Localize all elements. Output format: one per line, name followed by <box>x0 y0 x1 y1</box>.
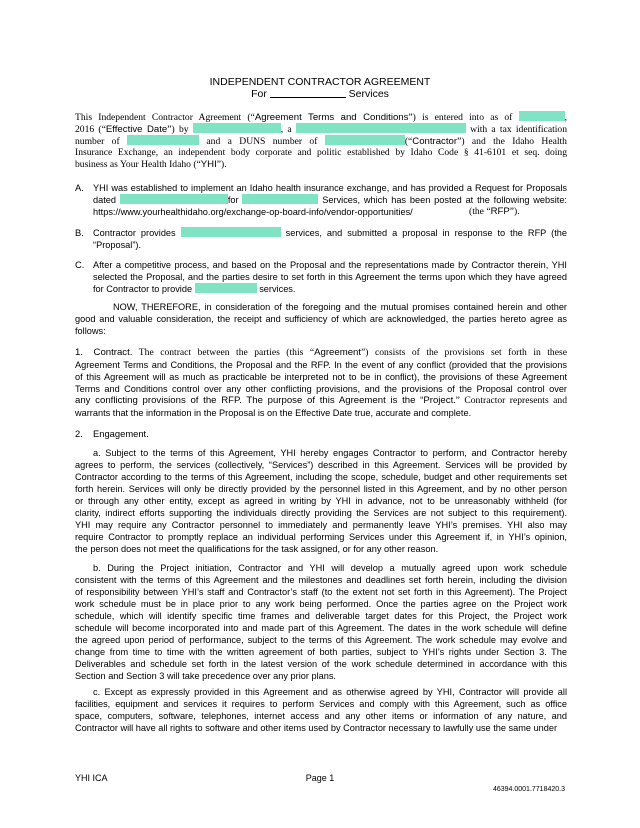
section-1-line-2: Agreement Terms and Conditions, the Proposal and the RFP. In the event of any conflict (provided that the provisions <box>75 360 567 370</box>
section-1-line-6: warrants that the information in the Proposal is on the Effective Date true, accurate and complete. <box>75 408 472 418</box>
preamble-line-1: This Independent Contractor Agreement (“Agreement Terms and Conditions”) is entered into as of , <box>75 112 567 123</box>
section-1-line-5: any conflicting provisions of the RFP. The purpose of this Agreement is the “Project.” Contractor represents and <box>75 395 567 406</box>
preamble-line-5: business as Your Health Idaho (“YHI”). <box>75 159 227 170</box>
section-2c-line: c. Except as expressly provided in this Agreement and as otherwise agreed by YHI, Contractor will provide all <box>93 687 567 697</box>
recital-c-line-2: selected the Proposal, and the parties desire to set forth in this Agreement the terms upon which they have agreed <box>93 272 567 282</box>
now-therefore-line-2: good and valuable consideration, the receipt and sufficiency of which are acknowledged, the parties hereto agree as <box>75 314 567 324</box>
preamble-line-3: number of and a DUNS number of (“Contractor”) and the Idaho Health <box>75 136 567 147</box>
section-2a-line: forth herein. Services will only be directly provided by the personnel listed in this Agreement, and by no other person <box>75 484 567 494</box>
section-1-line-3: of this Agreement will as much as practicable be interpreted not to be in conflict), the provisions of these Agreement <box>75 372 567 382</box>
section-1-heading: Contract. <box>93 347 133 358</box>
recital-a-label: A. <box>75 182 84 193</box>
section-2b-line: work schedule must be in place prior to any work being performed. Once the parties agree on the Project work <box>75 599 567 609</box>
section-2a-line: a. Subject to the terms of this Agreement, YHI hereby engages Contractor to perform, and Contractor hereby <box>93 448 567 458</box>
contractor-services-blank[interactable] <box>181 227 281 237</box>
now-therefore-line-3: follows: <box>75 326 106 336</box>
section-1-line-1: 1. Contract. The contract between the parties (this “Agreement”) consists of the provisions set forth in these <box>75 347 567 358</box>
contractor-entity-blank[interactable] <box>296 123 466 133</box>
recital-a-line-3 <box>93 206 413 218</box>
section-2c-line: Contractor will have all rights to software and other items used by Contractor necessary to lawfully use the same under <box>75 723 558 733</box>
subtitle-prefix: For <box>251 88 267 100</box>
section-2-heading: Engagement. <box>93 428 149 439</box>
section-2b-line: schedule will become incorporated into and made part of this Agreement. The dates in the work schedule will define <box>75 623 567 633</box>
section-2a-line: clarity, indirect efforts supporting the individuals directly providing the Services are not subject to this requirement). <box>75 508 567 518</box>
tax-id-blank[interactable] <box>127 135 199 145</box>
recital-b-label: B. <box>75 227 84 238</box>
recital-a-rfp-defn: (the “RFP”). <box>469 206 520 217</box>
footer-page-number: Page 1 <box>305 773 335 783</box>
section-2b-line: the agreed upon period of performance, subject to the terms of this Agreement. The work schedule may evolve and <box>75 635 567 645</box>
section-1-line-4: Terms and Conditions control over any other conflicting provisions, and the provisions of the Proposal control over <box>75 384 567 394</box>
footer-left: YHI ICA <box>75 773 108 783</box>
section-2a-line: YHI may require any Contractor personnel to immediately and permanently leave YHI’s premises. YHI also may <box>75 520 567 530</box>
section-2a-line: or through any other entity, except as agreed in writing by YHI in advance, not to be unreasonably withheld (for <box>75 496 567 506</box>
preamble-line-2: 2016 (“Effective Date”) by , a with a tax identification <box>75 124 567 135</box>
section-2b-line: consistent with the terms of this Agreement and the milestones and deadlines set forth herein, including the division <box>75 575 567 585</box>
recital-c-line-1: After a competitive process, and based on the Proposal and the representations made by Contractor therein, YHI <box>93 260 567 270</box>
recital-b-line-1: Contractor provides services, and submitted a proposal in response to the RFP (the <box>93 228 567 238</box>
rfp-service-blank[interactable] <box>242 194 318 204</box>
document-title: INDEPENDENT CONTRACTOR AGREEMENT <box>209 76 431 88</box>
document-subtitle <box>0 88 640 100</box>
section-2b-line: Deliverables and schedule set forth in the latest version of the work schedule determined in accordance with this <box>75 659 567 669</box>
section-2-number: 2. <box>75 428 83 439</box>
section-2a-line: agrees to perform, the services (collectively, “Services”) described in this Agreement. Services will be provided by <box>75 460 567 470</box>
contractor-name-blank[interactable] <box>193 123 281 133</box>
provide-services-blank[interactable] <box>195 283 257 293</box>
now-therefore-line-1: NOW, THEREFORE, in consideration of the foregoing and the mutual promises contained herein and other <box>113 302 567 312</box>
section-2b-line: Section and Section 3 will take precedence over any prior plans. <box>75 671 336 681</box>
recital-c-label: C. <box>75 259 85 270</box>
recital-c-line-3: for Contractor to provide services. <box>93 284 296 294</box>
duns-number-blank[interactable] <box>325 135 405 145</box>
subtitle-suffix: Services <box>348 88 389 100</box>
section-2c-line: space, computers, software, telephones, internet access and any other items or information of any nature, and <box>75 711 567 721</box>
section-2a-line: require Contractor to promptly replace an individual performing Services under this Agreement if, in YHI’s opinion, <box>75 532 567 542</box>
rfp-url[interactable]: https://www.yourhealthidaho.org/exchange-op-board-info/vendor-opportunities/ <box>93 207 413 217</box>
section-2b-line: schedule, which will identify specific time frames and deliverable target dates for this Project, the Project work <box>75 611 567 621</box>
section-2b-line: change from time to time with the written agreement of both parties, subject to YHI’s rights under Section 3. The <box>75 647 567 657</box>
preamble-line-4: Insurance Exchange, an independent body corporate and politic established by Idaho Code § 41-6101 et seq. doing <box>75 147 567 158</box>
section-1-number: 1. <box>75 347 84 358</box>
section-2a-line: Contractor according to the terms of this Agreement, including the scope, schedule, budget and other requirements set <box>75 472 567 482</box>
section-2c-line: facilities, equipment and services it requires to perform Services and comply with this Agreement, such as office <box>75 699 567 709</box>
effective-date-blank[interactable] <box>519 111 565 121</box>
section-2b-line: of responsibility between YHI’s staff and Contractor’s staff (to the extent not set forth in this Agreement). The Project <box>75 587 567 597</box>
section-2a-line: the person does not meet the qualifications for the task assigned, or for any other reason. <box>75 544 439 554</box>
footer-doc-number: 46394.0001.7718420.3 <box>492 786 565 793</box>
rfp-date-blank[interactable] <box>120 194 228 204</box>
recital-b-line-2: “Proposal”). <box>93 240 141 250</box>
section-2b-line: b. During the Project initiation, Contractor and YHI will develop a mutually agreed upon work schedule <box>93 563 567 573</box>
service-name-blank[interactable] <box>270 88 346 98</box>
recital-a-line-1: YHI was established to implement an Idaho health insurance exchange, and has provided a Request for Proposals <box>93 183 567 193</box>
recital-a-line-2: dated for Services, which has been posted at the following website: <box>93 195 567 205</box>
